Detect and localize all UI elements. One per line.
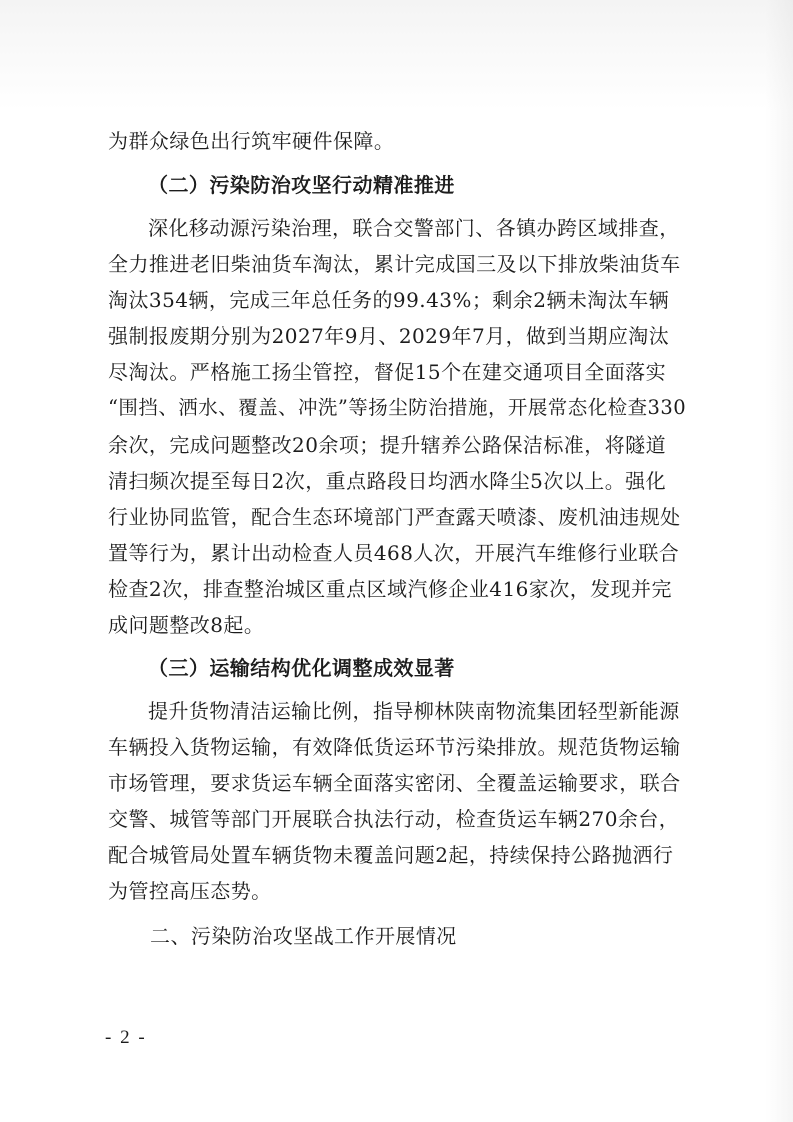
paragraph-line: 尽淘汰。严格施工扬尘管控，督促15个在建交通项目全面落实 bbox=[108, 360, 667, 384]
section-heading: 二、污染防治攻坚战工作开展情况 bbox=[150, 924, 457, 948]
subsection-heading: （三）运输结构优化调整成效显著 bbox=[148, 656, 455, 680]
paragraph-line: 检查2次，排查整治城区重点区域汽修企业416家次，发现并完 bbox=[108, 577, 672, 601]
paragraph-line: 提升货物清洁运输比例，指导柳林陕南物流集团轻型新能源 bbox=[148, 699, 680, 723]
paragraph-line: 强制报废期分别为2027年9月、2029年7月，做到当期应淘汰 bbox=[108, 324, 670, 348]
page-number: - 2 - bbox=[105, 1027, 147, 1048]
paragraph-line: 余次，完成问题整改20余项；提升辖养公路保洁标准，将隧道 bbox=[108, 433, 667, 457]
subsection-heading: （二）污染防治攻坚行动精准推进 bbox=[148, 173, 455, 197]
scan-shadow-right bbox=[765, 0, 793, 1122]
paragraph-line: 清扫频次提至每日2次，重点路段日均洒水降尘5次以上。强化 bbox=[108, 469, 667, 493]
paragraph-line: “围挡、洒水、覆盖、冲洗”等扬尘防治措施，开展常态化检查330 bbox=[108, 396, 687, 419]
paragraph-line: 置等行为，累计出动检查人员468人次，开展汽车维修行业联合 bbox=[108, 541, 680, 565]
paragraph-line: 配合城管局处置车辆货物未覆盖问题2起，持续保持公路抛洒行 bbox=[108, 843, 674, 867]
paragraph-line: 为管控高压态势。 bbox=[108, 879, 272, 903]
paragraph-line: 成问题整改8起。 bbox=[108, 613, 265, 637]
paragraph-line: 交警、城管等部门开展联合执法行动，检查货运车辆270余台， bbox=[108, 807, 680, 831]
paragraph-line: 市场管理，要求货运车辆全面落实密闭、全覆盖运输要求，联合 bbox=[108, 771, 681, 795]
paragraph-line: 深化移动源污染治理，联合交警部门、各镇办跨区域排查， bbox=[148, 216, 680, 240]
paragraph-line: 全力推进老旧柴油货车淘汰，累计完成国三及以下排放柴油货车 bbox=[108, 252, 681, 276]
paragraph-line: 行业协同监管，配合生态环境部门严查露天喷漆、废机油违规处 bbox=[108, 505, 681, 529]
paragraph-line: 为群众绿色出行筑牢硬件保障。 bbox=[108, 129, 395, 153]
paragraph-line: 车辆投入货物运输，有效降低货运环节污染排放。规范货物运输 bbox=[108, 735, 681, 759]
paragraph-line: 淘汰354辆，完成三年总任务的99.43%；剩余2辆未淘汰车辆 bbox=[108, 288, 670, 312]
scan-shadow-top bbox=[0, 0, 793, 110]
